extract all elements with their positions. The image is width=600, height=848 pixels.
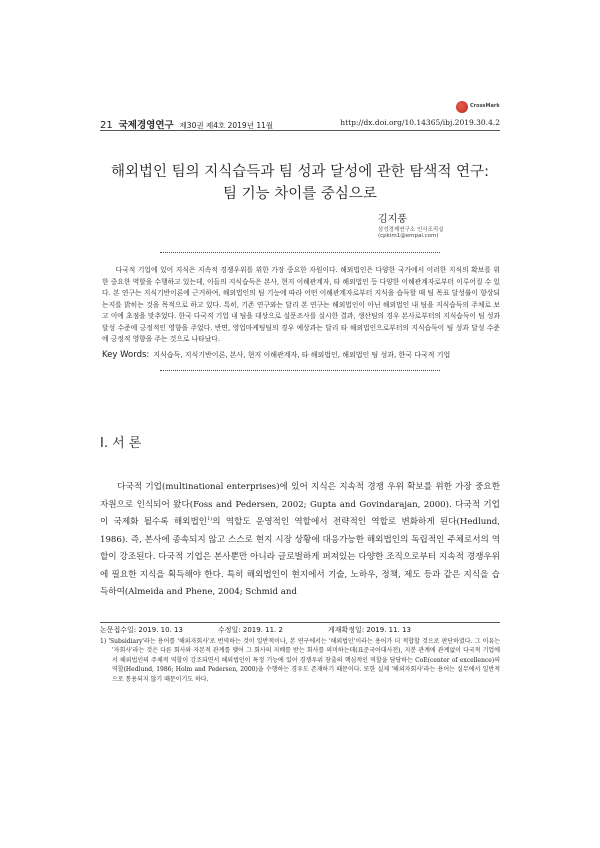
doi-link[interactable]: http://dx.doi.org/10.14365/ibj.2019.30.4.2: [340, 118, 500, 127]
volume-issue: 제30권 제4호 2019년 11월: [179, 121, 274, 130]
footer-rule: [100, 622, 500, 623]
body-text-part1: 다국적 기업(multinational enterprises)에 있어 지식은 지속적 경쟁 우위 확보를 위한 가장 중요한 자원으로 인식되어 왔다(Foss and Pedersen, 2002; Gupta and Govindarajan, 2000). 다국적 기업이 국제화 될수록 해외법인: [100, 482, 500, 528]
author-email: (cpkim1@empal.com): [378, 233, 439, 239]
paper-title-line1: 해외법인 팀의 지식습득과 팀 성과 달성에 관한 탐색적 연구:: [111, 164, 489, 180]
keywords-label: Key Words:: [102, 350, 150, 360]
received-date: 논문접수일: 2019. 10. 13: [100, 626, 183, 634]
keywords: [102, 350, 500, 360]
header-rule: [100, 130, 500, 131]
abstract-text: 다국적 기업에 있어 지식은 지속적 경쟁우위를 위한 가장 중요한 자원이다. 해외법인은 다양한 국가에서 이러한 지식의 확보를 위한 중요한 역할을 수행하고 있는데, 이들의 지식습득은 본사, 현지 이해관계자, 타 해외법인 등 다양한 이해관계자로부터 이루어질 수 있다. 본 연구는 지식기반이론에 근거하여, 해외법인의 팀 기능에 따라 어떤 이해관계자로부터 지식을 습득할 때 팀 목표 달성률이 향상되는지를 밝히는 것을 목적으로 하고 있다. 특히, 기존 연구와는 달리 본 연구는 해외법인이 아닌 해외법인 내 팀을 지식습득의 주체로 보고 이에 초점을 맞추었다. 한국 다국적 기업 내 팀을 대상으로 설문조사를 실시한 결과, 생산팀의 경우 본사로부터의 지식습득이 팀 성과 달성 수준에 긍정적인 영향을 주었다. 반면, 영업마케팅팀의 경우 예상과는 달리 타 해외법인으로부터의 지식습득이 팀 성과 달성 수준에 긍정적 영향을 주는 것으로 나타났다.: [102, 266, 500, 344]
author-affiliation: 삼성경제연구소 인사조직실: [378, 227, 444, 233]
submission-dates: [100, 625, 500, 635]
journal-name: 국제경영연구: [118, 120, 174, 131]
footnote-ref-1[interactable]: 1): [207, 516, 213, 523]
body-text-part2: 의 역할도 운영적인 역할에서 전략적인 역할로 변화하게 된다(Hedlund, 1986). 즉, 본사에 종속되지 않고 스스로 현지 시장 상황에 대응가능한 해외법인의 독립적인 주체로서의 역할이 강조된다. 다국적 기업은 본사뿐만 아니라 글로벌하게 퍼져있는 다양한 조직으로부터 지속적 경쟁우위에 필요한 지식을 획득해야 한다. 특히 해외법인이 현지에서 기술, 노하우, 정책, 제도 등과 같은 지식을 습득하여(Almeida and Phene, 2004; Schmid and: [100, 517, 500, 598]
running-header: [100, 117, 273, 131]
author-name: 김지풍: [378, 214, 407, 225]
crossmark-badge[interactable]: [456, 100, 500, 114]
footnote-1: 1) 'Subsidiary'라는 용어를 '해외자회사'로 번역하는 것이 일반적이나, 본 연구에서는 '해외법인'이라는 용어가 더 적합할 것으로 판단하였다. 그 이유는 '자회사'라는 것은 다른 회사와 자본적 관계를 맺어 그 회사의 지배를 받는 회사를 의미하는데(표준국어대사전), 지분 관계에 관계없이 다국적 기업에서 해외법인의 주체적 역할이 강조되면서 해외법인이 특정 기능에 있어 경쟁우위 창출의 핵심적인 역할을 담당하는 CoE(center of excellence)의 역할(Hedlund, 1986; Holm and Pedersen, 2000)을 수행하는 경우도 존재하기 때문이다. 또한 실제 '해외자회사'라는 용어는 실무에서 일반적으로 통용되지 않기 때문이기도 하다.: [100, 638, 500, 683]
crossmark-icon: [456, 101, 468, 113]
revised-date: 수정일: 2019. 11. 2: [218, 626, 283, 634]
body-text: [100, 479, 500, 602]
abstract-top-divider: [160, 252, 440, 253]
abstract-bottom-divider: [160, 370, 440, 371]
body-paragraph: [100, 479, 500, 602]
accepted-date: 게재확정일: 2019. 11. 13: [328, 626, 411, 634]
abstract: [102, 265, 500, 346]
section-heading: Ⅰ. 서 론: [100, 436, 142, 451]
crossmark-label: CrossMark: [470, 103, 500, 109]
keywords-text: 지식습득, 지식기반이론, 본사, 현지 이해관계자, 타 해외법인, 해외법인 팀 성과, 한국 다국적 기업: [153, 351, 451, 359]
paper-title-line2: 팀 기능 차이를 중심으로: [223, 186, 377, 202]
page-number: 21: [100, 120, 113, 131]
footnote: [100, 637, 500, 684]
